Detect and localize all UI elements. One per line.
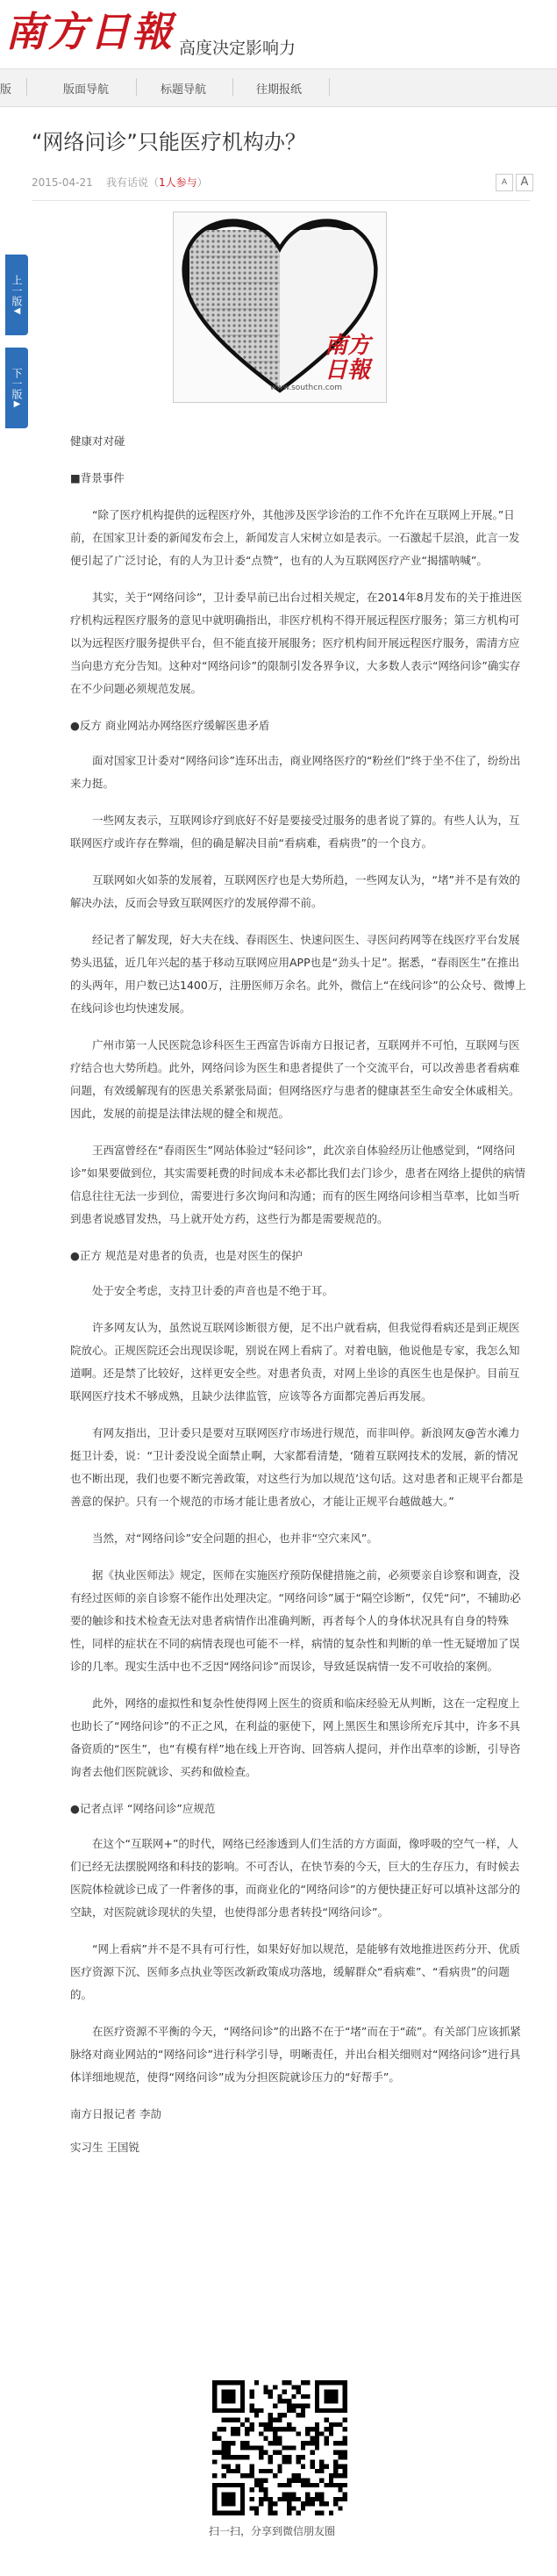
font-decrease-button[interactable]: A (496, 174, 513, 191)
paragraph: 当然，对“网络问诊”安全问题的担心，也并非“空穴来风”。 (92, 1532, 378, 1545)
paragraph: 健康对对碰 (70, 434, 125, 448)
paragraph: 其实，关于“网络问诊”，卫计委早前已出台过相关规定，在2014年8月发布的关于推进医疗机构远程医疗服务的意见中就明确指出，非医疗机构不得开展远程医疗服务；第三方机构可以为远程医疗服务提供平台，但不能直接开展服务；医疗机构间开展远程医疗服务，需清方应当向患方充分告知。这种对“网络问诊”的限制引发各界争议，大多数人表示“网络问诊”确实存在不少问题必须规范发展。 (70, 591, 523, 695)
comment-count: 1人参与 (159, 176, 197, 189)
masthead (0, 0, 557, 66)
paragraph: 此外，网络的虚拟性和复杂性使得网上医生的资质和临床经验无从判断，这在一定程度上也助长了“网络问诊”的不正之风，在利益的驱使下，网上黑医生和黑诊所充斥其中，许多不具备资质的“医生”，也“有模有样”地在线上开咨询、回答病人提问，并作出草率的诊断，引导咨询者去他们医院就诊、买药和做检查。 (70, 1697, 521, 1778)
font-increase-button[interactable]: A (516, 174, 533, 191)
paragraph: 一些网友表示，互联网诊疗到底好不好是要接受过服务的患者说了算的。有些人认为，互联网医疗或许存在弊端，但的确是解决目前“看病难，看病贵”的一个良方。 (70, 814, 520, 850)
nav-divider (26, 78, 27, 96)
paragraph: 面对国家卫计委对“网络问诊”连环出击，商业网络医疗的“粉丝们”终于坐不住了，纷纷出来力挺。 (70, 754, 521, 790)
prev-page-button[interactable] (5, 255, 28, 335)
paragraph: 有网友指出，卫计委只是要对互联网医疗市场进行规范，而非叫停。新浪网友@苦水滩力挺卫计委，说：“卫计委没说全面禁止啊，大家都看清楚，‘随着互联网技术的发展，新的情况也不断出现，我们也要不断完善政策，对这些行为加以规范’这句话。这对患者和正规平台都是善意的保护。只有一个规范的市场才能让患者放心，才能让正规平台越做越大。” (70, 1426, 524, 1508)
paragraph: 在这个“互联网+”的时代，网络已经渗透到人们生活的方方面面，像呼吸的空气一样，人们已经无法摆脱网络和科技的影响。不可否认，在快节奏的今天，巨大的生存压力，有时候去医院体检就诊已成了一件奢侈的事，而商业化的“网络问诊”的方便快捷正好可以填补这部分的空缺，对医院就诊现状的失望，也使得部分患者转投“网络问诊”。 (70, 1837, 520, 1919)
nav-item-title-nav[interactable]: 标题导航 (161, 83, 207, 97)
paragraph: 经记者了解发现，好大夫在线、春雨医生、快速问医生、寻医问药网等在线医疗平台发展势头迅猛，近几年兴起的基于移动互联网应用APP也是“劲头十足”。据悉，“春雨医生”在推出的头两年，用户数已达1400万，注册医师万余名。此外，微信上“在线问诊”的公众号、微博上在线问诊也均快速发展。 (70, 933, 526, 1015)
section-heading: ●正方 规范是对患者的负责，也是对医生的保护 (70, 1249, 303, 1262)
paragraph: ■背景事件 (70, 471, 125, 484)
paragraph: “网上看病”并不是不具有可行性，如果好好加以规范，是能够有效地推进医药分开、优质医疗资源下沉、医师多点执业等医改新政策成功落地，缓解群众“看病难”、“看病贵”的问题的。 (70, 1942, 520, 2001)
slogan: 高度决定影响力 (179, 39, 296, 58)
article-illustration (173, 212, 387, 403)
newspaper-stamp: 南方日報 (325, 333, 371, 384)
comment-prefix: 我有话说（ (106, 176, 160, 189)
section-heading: ●记者点评 “网络问诊”应规范 (70, 1802, 216, 1815)
paragraph: 许多网友认为，虽然说互联网诊断很方便，足不出户就看病，但我觉得看病还是到正规医院放心。正规医院还会出现误诊呢，别说在网上看病了。对着电脑，他说他是专家，我怎么知道啊。还是禁了比较好，这样更安全些。对患者负责，对网上坐诊的真医生也是保护。目前互联网医疗技术不够成熟，且缺少法律监管，应该等各方面都完善后再发展。 (70, 1321, 520, 1403)
paragraph: “除了医疗机构提供的远程医疗外，其他涉及医学诊治的工作不允许在互联网上开展。”日前，在国家卫计委的新闻发布会上，新闻发言人宋树立如是表示。一石激起千层浪，此言一发便引起了广泛讨论，有的人为卫计委“点赞”，也有的人为互联网医疗产业“揭擂呐喊”。 (70, 508, 520, 567)
nav-divider (232, 78, 233, 96)
paragraph: 在医疗资源不平衡的今天，“网络问诊”的出路不在于“堵”而在于“疏”。有关部门应该抓紧脉络对商业网站的“网络问诊”进行科学引导，明晰责任，并出台相关细则对“网络问诊”进行具体详细地规范，使得“网络问诊”成为分担医院就诊压力的“好帮手”。 (70, 2025, 521, 2084)
paragraph: 王西富曾经在“春雨医生”网站体验过“轻问诊”，此次亲自体验经历让他感觉到，“网络问诊”如果要做到位，其实需要耗费的时间成本未必都比我们去门诊少，患者在网络上提供的病情信息往往无法一步到位，需要进行多次询问和沟通；而有的医生网络问诊相当草率，比如当听到患者说感冒发热，马上就开处方药，这些行为都是需要规范的。 (70, 1144, 525, 1225)
byline: 南方日报记者 李劼 (70, 2107, 161, 2120)
byline: 实习生 王国锐 (70, 2141, 139, 2154)
title-divider (32, 200, 530, 201)
comment-suffix: ） (196, 176, 208, 189)
nav-divider (136, 78, 137, 96)
qr-code-icon (212, 2380, 347, 2515)
next-arrow-icon: ▶ (12, 398, 22, 409)
article-meta (32, 175, 208, 190)
nav-item-edition[interactable]: 版 (0, 83, 12, 97)
paragraph: 广州市第一人民医院急诊科医生王西富告诉南方日报记者，互联网并不可怕，互联网与医疗结合也大势所趋。此外，网络问诊为医生和患者提供了一个交流平台，可以改善患者看病难问题，有效缓解现有的医患关系紧张局面；但网络医疗与患者的健康甚至生命安全休戚相关。因此，发展的前提是法律法规的健全和规范。 (70, 1038, 520, 1120)
paragraph: 处于安全考虑，支持卫计委的声音也是不绝于耳。 (92, 1284, 334, 1297)
publish-date: 2015-04-21 (32, 176, 93, 189)
nav-divider (329, 78, 330, 96)
comment-link[interactable] (106, 176, 208, 189)
section-heading: ●反方 商业网站办网络医疗缓解医患矛盾 (70, 719, 270, 732)
next-page-button[interactable] (5, 348, 28, 428)
paragraph: 据《执业医师法》规定，医师在实施医疗预防保健措施之前，必须要亲自诊察和调查，没有经过医师的亲自诊察不能作出处理决定。“网络问诊”属于“隔空诊断”，仅凭“问”，不辅助必要的触诊和技术检查无法对患者病情作出准确判断，再者每个人的身体状况具有自身的特殊性，同样的症状在不同的病情表现也可能不一样，病情的复杂性和判断的单一性无疑增加了误诊的几率。现实生活中也不乏因“网络问诊”而误诊，导致延误病情一发不可收拾的案例。 (70, 1568, 521, 1673)
nav-item-past-issues[interactable]: 往期报纸 (256, 83, 303, 97)
article-body (70, 430, 526, 2170)
next-page-label: 下一版 (11, 367, 23, 399)
prev-arrow-icon: ◀ (12, 305, 22, 316)
article-title: “网络问诊”只能医疗机构办？ (32, 130, 306, 154)
newspaper-logo[interactable]: 南方日報 (5, 8, 174, 55)
paragraph: 互联网如火如荼的发展着，互联网医疗也是大势所趋，一些网友认为，“堵”并不是有效的解决办法，反而会导致互联网医疗的发展停滞不前。 (70, 873, 520, 909)
source-url: www.southcn.com (270, 384, 342, 392)
prev-page-label: 上一版 (11, 274, 23, 306)
qr-caption: 扫一扫，分享到微信朋友圈 (209, 2525, 336, 2537)
nav-item-page-nav[interactable]: 版面导航 (63, 83, 110, 97)
top-navbar (0, 68, 557, 107)
